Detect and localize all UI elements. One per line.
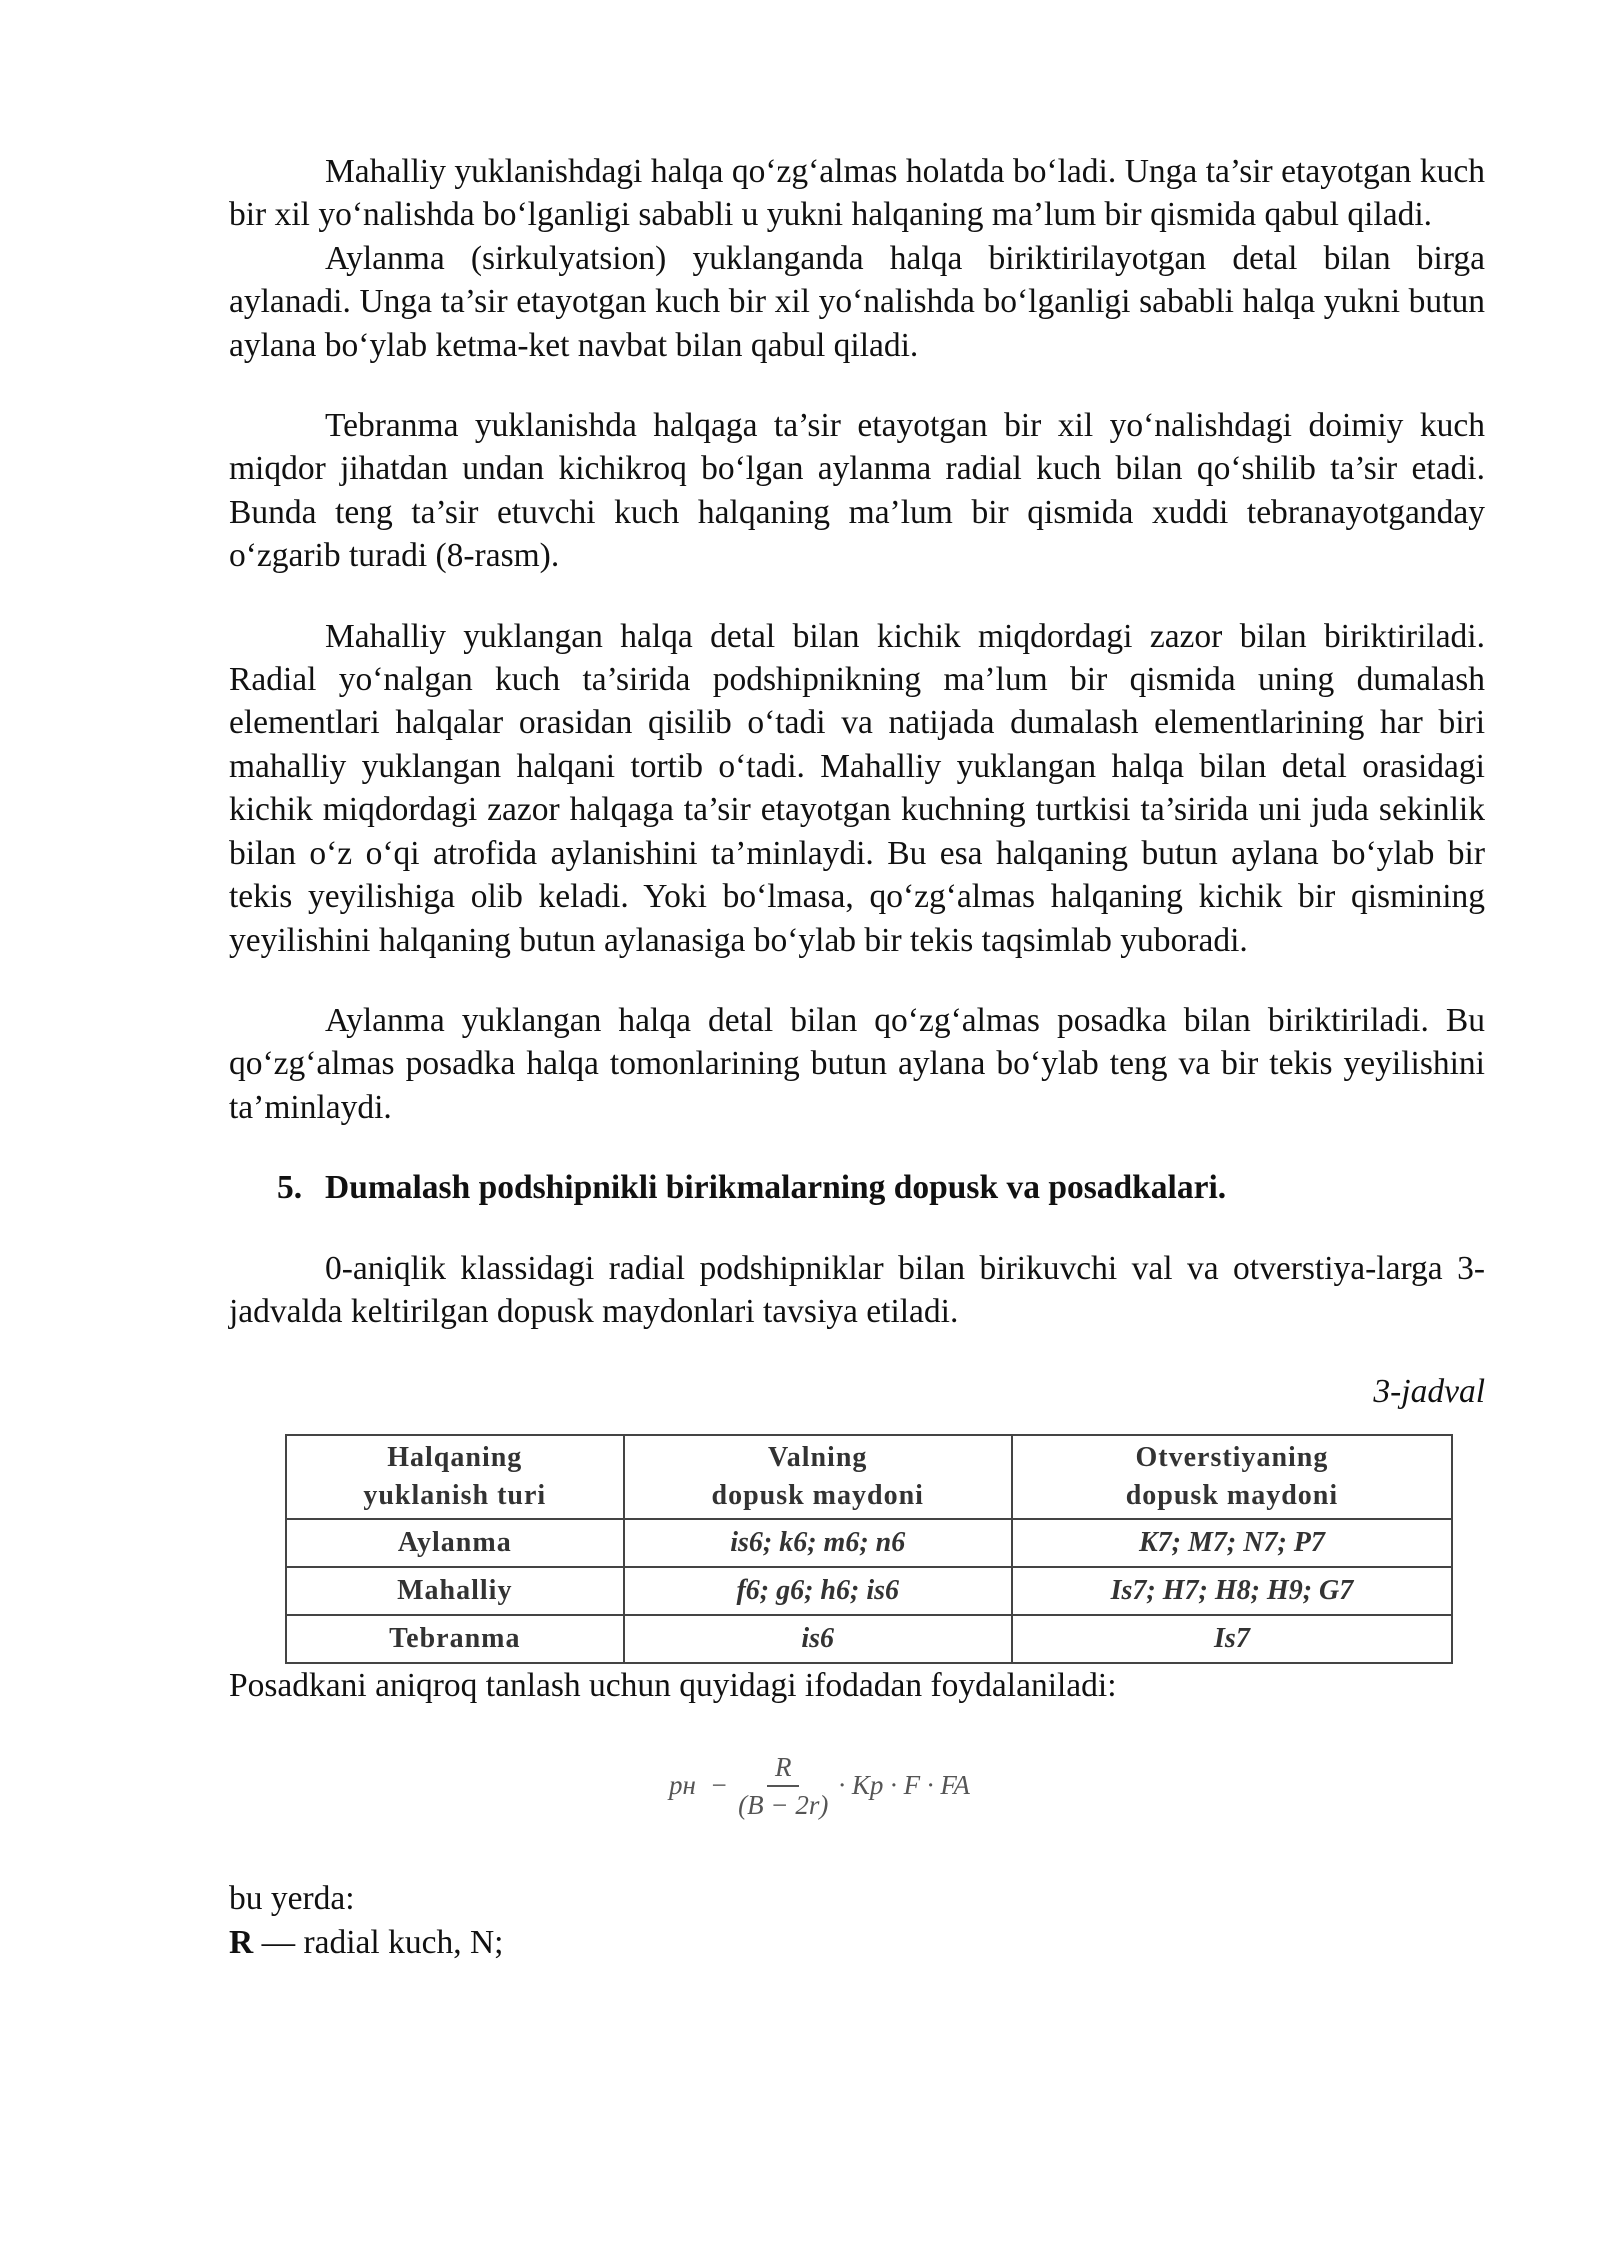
table-row bbox=[286, 1519, 1452, 1567]
paragraph: Mahalliy yuklangan halqa detal bilan kichik miqdordagi zazor bilan biriktiriladi. Radial yo‘nalgan kuch ta’sirida podshipnikning ma’lum bir qismida uning dumalash elementlari halqalar orasidan qisilib o‘tadi va natijada dumalash elementlarining har biri mahalliy yuklangan halqani tortib o‘tadi. Mahalliy yuklangan halqa bilan detal orasidagi kichik miqdordagi zazor halqaga ta’sir etayotgan kuchning turtkisi ta’sirida uni juda sekinlik bilan o‘z o‘qi atrofida aylanishini ta’minlaydi. Bu esa halqaning butun aylana bo‘ylab bir tekis yeyilishiga olib keladi. Yoki bo‘lmasa, qo‘zg‘almas halqaning kichik bir qismining yeyilishini halqaning butun aylanasiga bo‘ylab bir tekis taqsimlab yuboradi. bbox=[229, 617, 1485, 959]
definition-item bbox=[229, 1921, 1485, 1964]
formula-operator: − bbox=[709, 1770, 729, 1801]
header-line: Valning bbox=[768, 1441, 868, 1473]
formula-denominator: (B − 2r) bbox=[738, 1790, 829, 1821]
formula-rhs: · Kp · F · FA bbox=[838, 1770, 970, 1801]
header-line: dopusk maydoni bbox=[711, 1479, 924, 1511]
header-line: Halqaning bbox=[387, 1441, 523, 1473]
formula-block bbox=[229, 1707, 1485, 1877]
formula-lhs: pн bbox=[669, 1770, 696, 1801]
table-cell: is6 bbox=[624, 1615, 1012, 1663]
section-number: 5. bbox=[277, 1169, 303, 1207]
table-cell: Mahalliy bbox=[286, 1567, 624, 1615]
table-cell: K7; M7; N7; P7 bbox=[1012, 1519, 1452, 1567]
paragraph: Tebranma yuklanishda halqaga ta’sir etayotgan bir xil yo‘nalishdagi doimiy kuch miqdor jihatdan undan kichikroq bo‘lgan aylanma radial kuch bilan qo‘shilib ta’sir etadi. Bunda teng ta’sir etuvchi kuch halqaning ma’lum bir qismida xuddi tebranayotganday o‘zgarib turadi (8-rasm). bbox=[229, 407, 1485, 575]
paragraph-gap bbox=[229, 367, 1485, 404]
table-header-cell bbox=[624, 1435, 1012, 1519]
after-table-text: Posadkani aniqroq tanlash uchun quyidagi ifodadan foydalaniladi: bbox=[229, 1666, 1117, 1704]
table-cell: is6; k6; m6; n6 bbox=[624, 1519, 1012, 1567]
table-caption: 3-jadval bbox=[1373, 1373, 1485, 1411]
formula-numerator: R bbox=[767, 1749, 800, 1787]
paragraph-gap bbox=[229, 578, 1485, 615]
table-cell: f6; g6; h6; is6 bbox=[624, 1567, 1012, 1615]
paragraph-gap bbox=[229, 1210, 1485, 1247]
header-line: yuklanish turi bbox=[363, 1479, 547, 1511]
header-line: dopusk maydoni bbox=[1125, 1479, 1339, 1511]
paragraph-gap bbox=[229, 1333, 1485, 1370]
definition-symbol: R bbox=[229, 1923, 254, 1961]
paragraph-gap bbox=[229, 1129, 1485, 1166]
table-row bbox=[286, 1567, 1452, 1615]
formula bbox=[669, 1749, 970, 1823]
section-heading bbox=[229, 1166, 1485, 1209]
table-cell: Is7 bbox=[1012, 1615, 1452, 1663]
section-title: Dumalash podshipnikli birikmalarning dopusk va posadkalari. bbox=[325, 1169, 1227, 1207]
header-line: Otverstiyaning bbox=[1135, 1441, 1329, 1473]
tolerance-table bbox=[285, 1434, 1453, 1664]
formula-fraction bbox=[738, 1749, 828, 1823]
paragraph: Aylanma yuklangan halqa detal bilan qo‘zg‘almas posadka bilan biriktiriladi. Bu qo‘zg‘almas posadka halqa tomonlarining butun aylana bo‘ylab teng va bir tekis yeyilishini ta’minlaydi. bbox=[229, 1001, 1485, 1126]
table-cell: Tebranma bbox=[286, 1615, 624, 1663]
table-cell: Aylanma bbox=[286, 1519, 624, 1567]
table-header-cell bbox=[1012, 1435, 1452, 1519]
definition-text: — radial kuch, N; bbox=[253, 1923, 504, 1961]
paragraph-gap bbox=[229, 962, 1485, 999]
table-header-cell bbox=[286, 1435, 624, 1519]
table-header-row bbox=[286, 1435, 1452, 1519]
intro-paragraph: 0-aniqlik klassidagi radial podshipniklar bilan birikuvchi val va otverstiya-larga 3-jadvalda keltirilgan dopusk maydonlari tavsiya etiladi. bbox=[229, 1249, 1485, 1330]
paragraph: Mahalliy yuklanishdagi halqa qo‘zg‘almas holatda bo‘ladi. Unga ta’sir etayotgan kuch bir xil yo‘nalishda bo‘lganligi sababli u yukni halqaning ma’lum bir qismida qabul qiladi. bbox=[229, 153, 1485, 234]
where-label: bu yerda: bbox=[229, 1880, 355, 1918]
document-page bbox=[229, 150, 1485, 1964]
table-cell: Is7; H7; H8; H9; G7 bbox=[1012, 1567, 1452, 1615]
paragraph: Aylanma (sirkulyatsion) yuklanganda halqa biriktirilayotgan detal bilan birga aylanadi. Unga ta’sir etayotgan kuch bir xil yo‘nalishda bo‘lganligi sababli halqa yukni butun aylana bo‘ylab ketma-ket navbat bilan qabul qiladi. bbox=[229, 239, 1485, 364]
table-row bbox=[286, 1615, 1452, 1663]
